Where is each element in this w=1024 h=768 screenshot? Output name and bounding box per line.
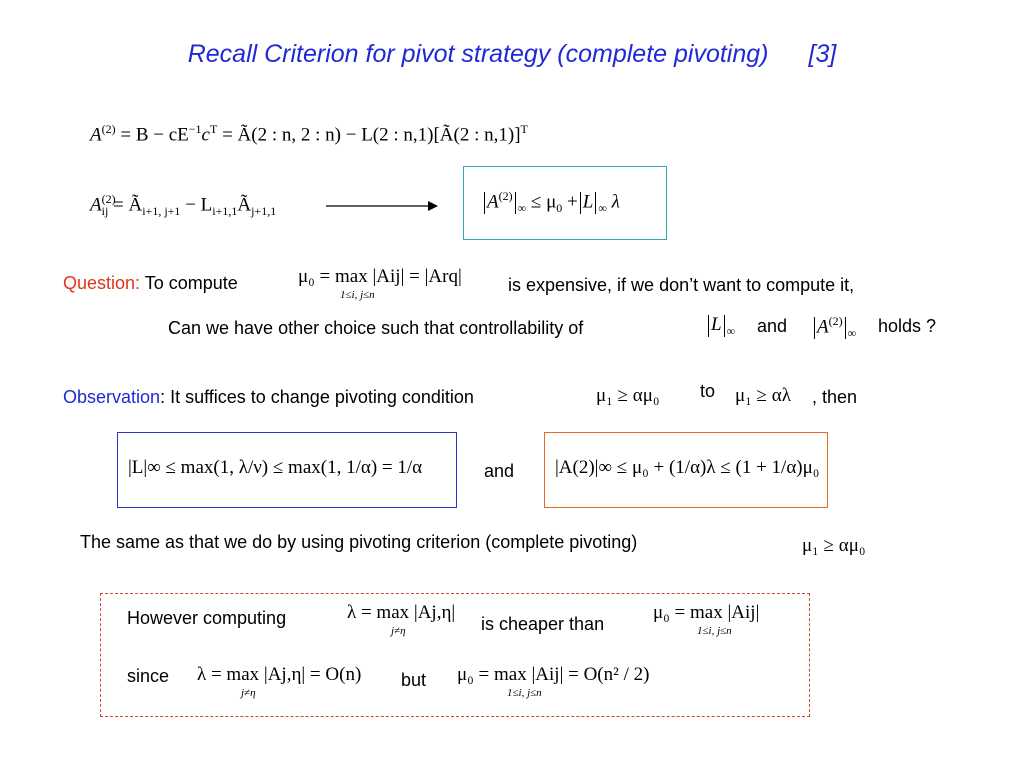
mu0-definition: μ₀ = max |Aij| 1≤i, j≤n (653, 602, 760, 637)
however-text: However computing (127, 608, 287, 628)
and-text-2: and (484, 461, 515, 481)
holds-text: holds ? (878, 316, 937, 336)
since-text: since (127, 666, 170, 686)
question-text: To compute (144, 273, 238, 293)
bound-box-a2 (463, 166, 667, 240)
controllability-text: Can we have other choice such that controllability of (168, 318, 584, 338)
bound-l-formula: |L|∞ ≤ max(1, λ/ν) ≤ max(1, 1/α) = 1/α (128, 457, 423, 478)
criterion-formula: μ₁ ≥ αμ₀ (802, 535, 866, 556)
equation-a2-entrywise: $A^{(2)}_{ij}$ = $Ã_{i+1, j+1}$ − $L_{i+1,1}Ã_{j+1,1}$ (90, 192, 277, 219)
condition-old: μ₁ ≥ αμ₀ (596, 385, 660, 406)
observation-label: Observation (63, 387, 161, 407)
condition-new: μ₁ ≥ αλ (735, 385, 791, 406)
bound-box-l (117, 432, 457, 508)
question-mu0-formula: μ₀ = max |Aij| = |Arq| 1≤i, j≤n (298, 266, 462, 301)
observation-text: : It suffices to change pivoting condition (160, 387, 474, 407)
bound-a2-formula: $A^{(2)}_\infty \le \mu_0 + L$ $_\infty$ λ (482, 189, 620, 216)
same-criterion-text: The same as that we do by using pivoting criterion (complete pivoting) (80, 532, 638, 552)
implies-arrow (326, 198, 438, 214)
lambda-definition: λ = max |Aj,η| j≠η (347, 602, 456, 637)
observation-line (63, 387, 474, 408)
but-text: but (401, 670, 427, 690)
cheaper-text: is cheaper than (481, 614, 605, 634)
and-text-1: and (757, 316, 788, 336)
bound-box-a2-new (544, 432, 828, 508)
title-reference: [3] (808, 40, 837, 68)
mu0-order: μ₀ = max |Aij| = O(n² / 2) 1≤i, j≤n (457, 664, 650, 699)
equation-a2-definition: $A^{(2)} = B - cE^{-1}c^T$ = Ã(2 : n, 2 : n) − L(2 : n,1)[Ã(2 : n,1)]$^T$ (90, 122, 528, 146)
question-line (63, 273, 238, 294)
then-text: , then (812, 387, 858, 407)
comparison-box (100, 593, 810, 717)
slide-title (0, 40, 1024, 69)
lambda-order: λ = max |Aj,η| = O(n) j≠η (197, 664, 362, 699)
question-expensive-text: is expensive, if we don’t want to compute it, (508, 275, 855, 295)
norm-a2-inf: $A^{(2)}_\infty$ (812, 314, 856, 341)
title-text: Recall Criterion for pivot strategy (complete pivoting) (187, 40, 769, 68)
norm-l-inf: L $_\infty$ (706, 314, 735, 339)
question-label: Question: (63, 273, 141, 293)
bound-a2-new-formula: |A(2)|∞ ≤ μ₀ + (1/α)λ ≤ (1 + 1/α)μ₀ (555, 457, 820, 478)
to-text: to (700, 381, 716, 401)
